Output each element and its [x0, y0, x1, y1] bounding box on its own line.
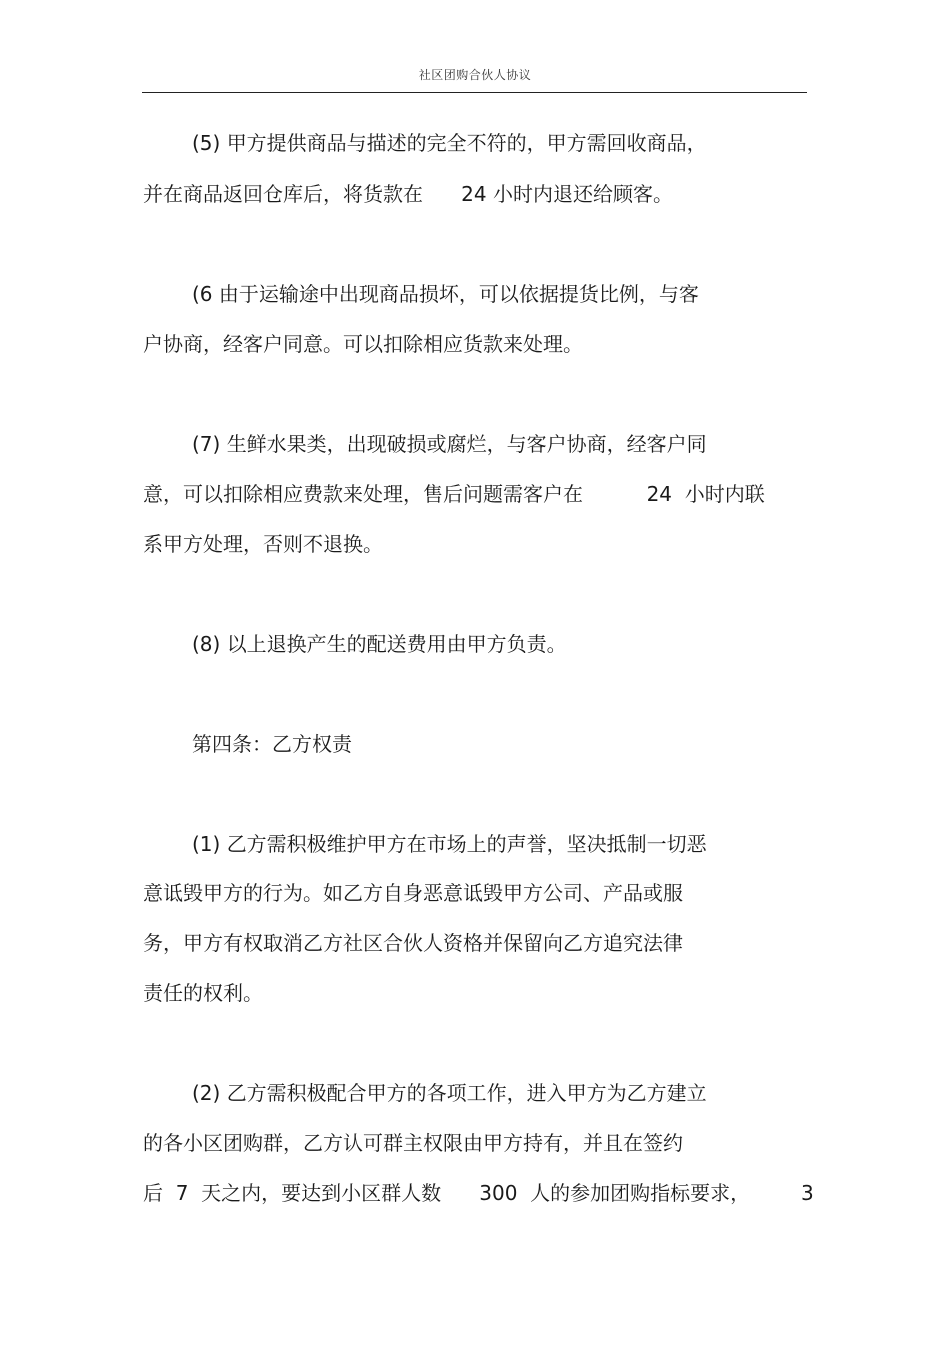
clause-1-line-4: 责任的权利。: [143, 981, 263, 1005]
paragraph-6-line-1: (6 由于运输途中出现商品损坏，可以依据提货比例，与客: [192, 282, 699, 306]
header-divider: [142, 92, 807, 93]
paragraph-7-line-2: 意，可以扣除相应费款来处理，售后问题需客户在 24 小时内联: [143, 482, 765, 506]
clause-2-line-3: 后 7 天之内，要达到小区群人数 300 人的参加团购指标要求， 3: [143, 1181, 814, 1205]
clause-1-line-1: (1) 乙方需积极维护甲方在市场上的声誉，坚决抵制一切恶: [192, 832, 707, 856]
paragraph-5-line-2: 并在商品返回仓库后，将货款在 24 小时内退还给顾客。: [143, 182, 673, 206]
paragraph-8-line-1: (8) 以上退换产生的配送费用由甲方负责。: [192, 632, 567, 656]
clause-2-line-1: (2) 乙方需积极配合甲方的各项工作，进入甲方为乙方建立: [192, 1081, 707, 1105]
clause-1-line-2: 意诋毁甲方的行为。如乙方自身恶意诋毁甲方公司、产品或服: [143, 881, 683, 905]
paragraph-5-line-1: (5) 甲方提供商品与描述的完全不符的，甲方需回收商品，: [192, 131, 707, 155]
paragraph-7-line-3: 系甲方处理，否则不退换。: [143, 532, 383, 556]
clause-1-line-3: 务，甲方有权取消乙方社区合伙人资格并保留向乙方追究法律: [143, 931, 683, 955]
paragraph-6-line-2: 户协商，经客户同意。可以扣除相应货款来处理。: [143, 332, 583, 356]
clause-2-line-2: 的各小区团购群，乙方认可群主权限由甲方持有，并且在签约: [143, 1131, 683, 1155]
paragraph-7-line-1: (7) 生鲜水果类，出现破损或腐烂，与客户协商，经客户同: [192, 432, 707, 456]
page-header-title: 社区团购合伙人协议: [418, 68, 532, 82]
section-heading-article-4: 第四条：乙方权责: [192, 732, 352, 756]
